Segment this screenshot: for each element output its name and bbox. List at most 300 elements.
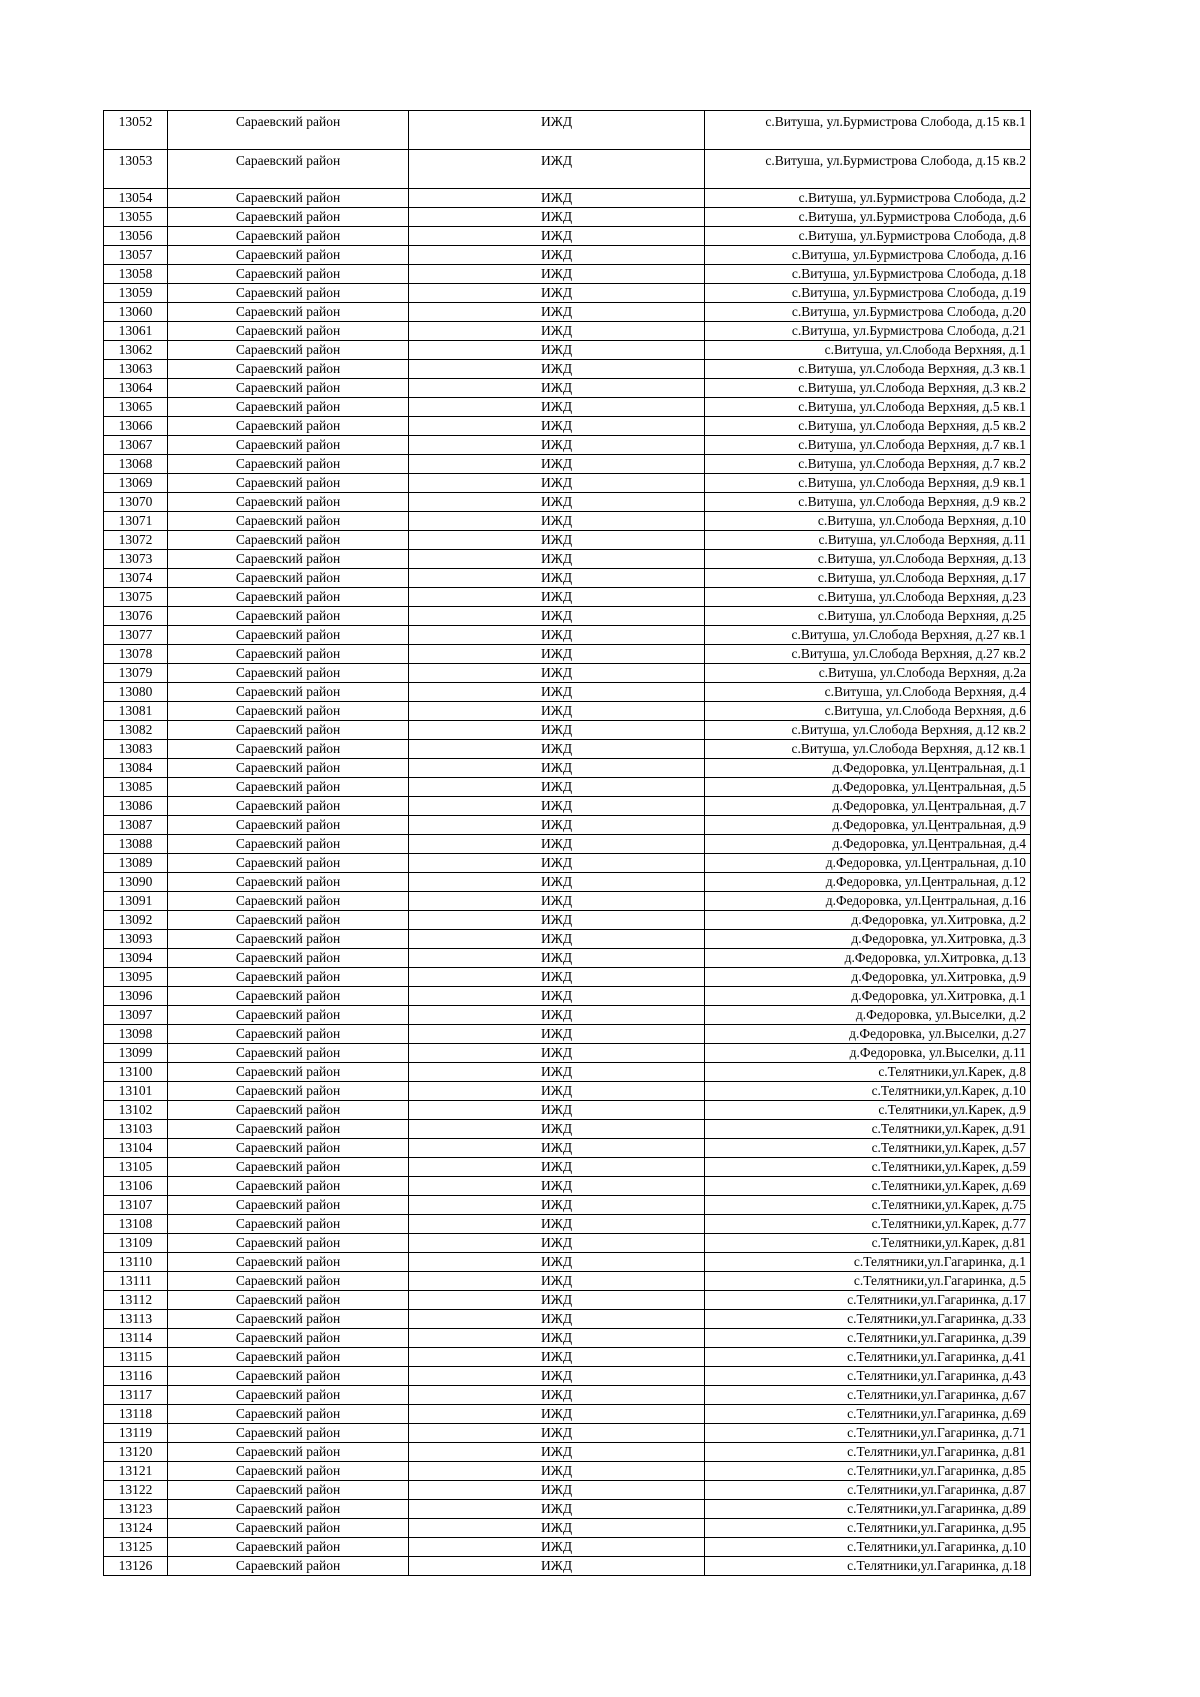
cell-district: Сараевский район — [168, 1253, 409, 1272]
table-row — [104, 1557, 1031, 1576]
cell-record-number: 13109 — [104, 1234, 168, 1253]
cell-district: Сараевский район — [168, 417, 409, 436]
cell-record-number: 13102 — [104, 1101, 168, 1120]
cell-district: Сараевский район — [168, 1177, 409, 1196]
cell-address: с.Телятники,ул.Карек, д.10 — [705, 1082, 1031, 1101]
table-row — [104, 702, 1031, 721]
cell-record-number: 13111 — [104, 1272, 168, 1291]
cell-object-type: ИЖД — [409, 208, 705, 227]
table-row — [104, 911, 1031, 930]
cell-object-type: ИЖД — [409, 1386, 705, 1405]
cell-district: Сараевский район — [168, 664, 409, 683]
cell-district: Сараевский район — [168, 645, 409, 664]
cell-object-type: ИЖД — [409, 740, 705, 759]
cell-district: Сараевский район — [168, 531, 409, 550]
cell-district: Сараевский район — [168, 1481, 409, 1500]
cell-object-type: ИЖД — [409, 1519, 705, 1538]
cell-district: Сараевский район — [168, 1063, 409, 1082]
cell-record-number: 13083 — [104, 740, 168, 759]
cell-object-type: ИЖД — [409, 360, 705, 379]
cell-record-number: 13077 — [104, 626, 168, 645]
table-row — [104, 284, 1031, 303]
cell-object-type: ИЖД — [409, 341, 705, 360]
table-row — [104, 398, 1031, 417]
cell-record-number: 13125 — [104, 1538, 168, 1557]
cell-record-number: 13087 — [104, 816, 168, 835]
cell-record-number: 13069 — [104, 474, 168, 493]
cell-district: Сараевский район — [168, 1158, 409, 1177]
cell-object-type: ИЖД — [409, 322, 705, 341]
cell-object-type: ИЖД — [409, 303, 705, 322]
table-row — [104, 569, 1031, 588]
cell-object-type: ИЖД — [409, 1405, 705, 1424]
cell-address: с.Витуша, ул.Слобода Верхняя, д.12 кв.2 — [705, 721, 1031, 740]
cell-object-type: ИЖД — [409, 1139, 705, 1158]
cell-district: Сараевский район — [168, 111, 409, 150]
cell-address: с.Витуша, ул.Слобода Верхняя, д.10 — [705, 512, 1031, 531]
cell-district: Сараевский район — [168, 436, 409, 455]
cell-object-type: ИЖД — [409, 111, 705, 150]
cell-district: Сараевский район — [168, 474, 409, 493]
cell-record-number: 13058 — [104, 265, 168, 284]
cell-district: Сараевский район — [168, 626, 409, 645]
cell-record-number: 13098 — [104, 1025, 168, 1044]
cell-address: с.Телятники,ул.Карек, д.69 — [705, 1177, 1031, 1196]
cell-address: с.Телятники,ул.Гагаринка, д.71 — [705, 1424, 1031, 1443]
cell-object-type: ИЖД — [409, 1310, 705, 1329]
cell-object-type: ИЖД — [409, 150, 705, 189]
table-row — [104, 1367, 1031, 1386]
table-row — [104, 493, 1031, 512]
table-row — [104, 1006, 1031, 1025]
cell-object-type: ИЖД — [409, 1215, 705, 1234]
cell-record-number: 13117 — [104, 1386, 168, 1405]
cell-district: Сараевский район — [168, 702, 409, 721]
cell-record-number: 13064 — [104, 379, 168, 398]
cell-object-type: ИЖД — [409, 379, 705, 398]
cell-address: с.Телятники,ул.Гагаринка, д.41 — [705, 1348, 1031, 1367]
cell-record-number: 13091 — [104, 892, 168, 911]
cell-address: с.Телятники,ул.Гагаринка, д.10 — [705, 1538, 1031, 1557]
table-row — [104, 930, 1031, 949]
cell-record-number: 13081 — [104, 702, 168, 721]
cell-record-number: 13106 — [104, 1177, 168, 1196]
cell-object-type: ИЖД — [409, 455, 705, 474]
cell-district: Сараевский район — [168, 1538, 409, 1557]
cell-record-number: 13095 — [104, 968, 168, 987]
cell-record-number: 13113 — [104, 1310, 168, 1329]
cell-record-number: 13122 — [104, 1481, 168, 1500]
cell-district: Сараевский район — [168, 265, 409, 284]
cell-record-number: 13062 — [104, 341, 168, 360]
cell-address: с.Витуша, ул.Слобода Верхняя, д.4 — [705, 683, 1031, 702]
table-row — [104, 474, 1031, 493]
table-row — [104, 645, 1031, 664]
cell-object-type: ИЖД — [409, 1424, 705, 1443]
cell-district: Сараевский район — [168, 550, 409, 569]
cell-address: с.Телятники,ул.Гагаринка, д.5 — [705, 1272, 1031, 1291]
table-row — [104, 816, 1031, 835]
table-row — [104, 1272, 1031, 1291]
cell-record-number: 13054 — [104, 189, 168, 208]
table-row — [104, 1082, 1031, 1101]
cell-record-number: 13123 — [104, 1500, 168, 1519]
cell-district: Сараевский район — [168, 1367, 409, 1386]
table-row — [104, 1291, 1031, 1310]
cell-object-type: ИЖД — [409, 398, 705, 417]
cell-object-type: ИЖД — [409, 664, 705, 683]
cell-record-number: 13089 — [104, 854, 168, 873]
cell-record-number: 13094 — [104, 949, 168, 968]
cell-district: Сараевский район — [168, 1196, 409, 1215]
cell-object-type: ИЖД — [409, 1367, 705, 1386]
cell-record-number: 13078 — [104, 645, 168, 664]
cell-object-type: ИЖД — [409, 550, 705, 569]
cell-record-number: 13085 — [104, 778, 168, 797]
cell-district: Сараевский район — [168, 1329, 409, 1348]
cell-address: с.Телятники,ул.Гагаринка, д.89 — [705, 1500, 1031, 1519]
cell-address: с.Витуша, ул.Слобода Верхняя, д.6 — [705, 702, 1031, 721]
cell-district: Сараевский район — [168, 322, 409, 341]
cell-record-number: 13124 — [104, 1519, 168, 1538]
cell-district: Сараевский район — [168, 1386, 409, 1405]
cell-record-number: 13116 — [104, 1367, 168, 1386]
table-row — [104, 1139, 1031, 1158]
table-row — [104, 1310, 1031, 1329]
cell-address: с.Витуша, ул.Слобода Верхняя, д.12 кв.1 — [705, 740, 1031, 759]
cell-record-number: 13066 — [104, 417, 168, 436]
cell-object-type: ИЖД — [409, 1044, 705, 1063]
cell-record-number: 13092 — [104, 911, 168, 930]
cell-record-number: 13115 — [104, 1348, 168, 1367]
table-row — [104, 1215, 1031, 1234]
cell-district: Сараевский район — [168, 683, 409, 702]
cell-address: д.Федоровка, ул.Центральная, д.9 — [705, 816, 1031, 835]
cell-district: Сараевский район — [168, 1310, 409, 1329]
cell-object-type: ИЖД — [409, 1538, 705, 1557]
cell-district: Сараевский район — [168, 797, 409, 816]
cell-record-number: 13073 — [104, 550, 168, 569]
cell-object-type: ИЖД — [409, 1462, 705, 1481]
cell-object-type: ИЖД — [409, 512, 705, 531]
cell-record-number: 13090 — [104, 873, 168, 892]
table-row — [104, 1196, 1031, 1215]
cell-district: Сараевский район — [168, 1443, 409, 1462]
cell-object-type: ИЖД — [409, 531, 705, 550]
cell-record-number: 13072 — [104, 531, 168, 550]
cell-object-type: ИЖД — [409, 1481, 705, 1500]
table-row — [104, 512, 1031, 531]
cell-address: д.Федоровка, ул.Хитровка, д.2 — [705, 911, 1031, 930]
cell-district: Сараевский район — [168, 1139, 409, 1158]
cell-record-number: 13068 — [104, 455, 168, 474]
table-row — [104, 189, 1031, 208]
cell-record-number: 13101 — [104, 1082, 168, 1101]
table-row — [104, 436, 1031, 455]
cell-object-type: ИЖД — [409, 1291, 705, 1310]
cell-district: Сараевский район — [168, 360, 409, 379]
cell-district: Сараевский район — [168, 1234, 409, 1253]
cell-district: Сараевский район — [168, 1082, 409, 1101]
cell-record-number: 13056 — [104, 227, 168, 246]
cell-address: с.Витуша, ул.Слобода Верхняя, д.7 кв.1 — [705, 436, 1031, 455]
cell-address: д.Федоровка, ул.Выселки, д.2 — [705, 1006, 1031, 1025]
cell-district: Сараевский район — [168, 1348, 409, 1367]
cell-address: с.Витуша, ул.Слобода Верхняя, д.27 кв.1 — [705, 626, 1031, 645]
table-row — [104, 835, 1031, 854]
cell-address: д.Федоровка, ул.Хитровка, д.13 — [705, 949, 1031, 968]
table-row — [104, 1538, 1031, 1557]
cell-object-type: ИЖД — [409, 474, 705, 493]
cell-district: Сараевский район — [168, 588, 409, 607]
table-row — [104, 1234, 1031, 1253]
cell-object-type: ИЖД — [409, 1500, 705, 1519]
cell-district: Сараевский район — [168, 189, 409, 208]
cell-address: д.Федоровка, ул.Хитровка, д.1 — [705, 987, 1031, 1006]
cell-district: Сараевский район — [168, 398, 409, 417]
cell-object-type: ИЖД — [409, 493, 705, 512]
cell-address: с.Витуша, ул.Бурмистрова Слобода, д.2 — [705, 189, 1031, 208]
cell-object-type: ИЖД — [409, 930, 705, 949]
table-row — [104, 1519, 1031, 1538]
cell-object-type: ИЖД — [409, 949, 705, 968]
cell-record-number: 13070 — [104, 493, 168, 512]
cell-object-type: ИЖД — [409, 1557, 705, 1576]
cell-address: с.Витуша, ул.Слобода Верхняя, д.11 — [705, 531, 1031, 550]
cell-address: с.Витуша, ул.Слобода Верхняя, д.23 — [705, 588, 1031, 607]
table-row — [104, 417, 1031, 436]
table-row — [104, 1500, 1031, 1519]
cell-object-type: ИЖД — [409, 702, 705, 721]
cell-object-type: ИЖД — [409, 1253, 705, 1272]
cell-object-type: ИЖД — [409, 778, 705, 797]
cell-district: Сараевский район — [168, 493, 409, 512]
cell-record-number: 13126 — [104, 1557, 168, 1576]
table-row — [104, 227, 1031, 246]
cell-record-number: 13075 — [104, 588, 168, 607]
cell-object-type: ИЖД — [409, 1196, 705, 1215]
cell-district: Сараевский район — [168, 607, 409, 626]
cell-object-type: ИЖД — [409, 607, 705, 626]
cell-object-type: ИЖД — [409, 1234, 705, 1253]
cell-address: с.Телятники,ул.Гагаринка, д.43 — [705, 1367, 1031, 1386]
cell-district: Сараевский район — [168, 1006, 409, 1025]
cell-record-number: 13118 — [104, 1405, 168, 1424]
cell-object-type: ИЖД — [409, 1329, 705, 1348]
table-row — [104, 1158, 1031, 1177]
cell-address: с.Витуша, ул.Бурмистрова Слобода, д.8 — [705, 227, 1031, 246]
cell-record-number: 13061 — [104, 322, 168, 341]
cell-record-number: 13052 — [104, 111, 168, 150]
cell-district: Сараевский район — [168, 1291, 409, 1310]
table-row — [104, 1044, 1031, 1063]
cell-district: Сараевский район — [168, 892, 409, 911]
table-row — [104, 1462, 1031, 1481]
cell-object-type: ИЖД — [409, 721, 705, 740]
cell-object-type: ИЖД — [409, 1177, 705, 1196]
table-row — [104, 873, 1031, 892]
cell-district: Сараевский район — [168, 1044, 409, 1063]
cell-record-number: 13063 — [104, 360, 168, 379]
cell-address: с.Телятники,ул.Гагаринка, д.17 — [705, 1291, 1031, 1310]
table-row — [104, 664, 1031, 683]
table-row — [104, 455, 1031, 474]
cell-record-number: 13082 — [104, 721, 168, 740]
cell-district: Сараевский район — [168, 1101, 409, 1120]
cell-address: с.Витуша, ул.Слобода Верхняя, д.9 кв.1 — [705, 474, 1031, 493]
cell-object-type: ИЖД — [409, 588, 705, 607]
table-row — [104, 797, 1031, 816]
cell-record-number: 13121 — [104, 1462, 168, 1481]
cell-record-number: 13088 — [104, 835, 168, 854]
table-row — [104, 550, 1031, 569]
cell-address: с.Витуша, ул.Слобода Верхняя, д.3 кв.1 — [705, 360, 1031, 379]
cell-district: Сараевский район — [168, 379, 409, 398]
table-row — [104, 208, 1031, 227]
cell-district: Сараевский район — [168, 1462, 409, 1481]
cell-object-type: ИЖД — [409, 569, 705, 588]
document-page — [103, 110, 1030, 1576]
cell-object-type: ИЖД — [409, 417, 705, 436]
cell-object-type: ИЖД — [409, 626, 705, 645]
table-row — [104, 1120, 1031, 1139]
cell-address: с.Витуша, ул.Бурмистрова Слобода, д.20 — [705, 303, 1031, 322]
cell-district: Сараевский район — [168, 854, 409, 873]
cell-district: Сараевский район — [168, 150, 409, 189]
cell-address: с.Телятники,ул.Гагаринка, д.69 — [705, 1405, 1031, 1424]
registry-table-body — [104, 111, 1031, 1576]
cell-record-number: 13103 — [104, 1120, 168, 1139]
table-row — [104, 1386, 1031, 1405]
cell-address: с.Витуша, ул.Слобода Верхняя, д.1 — [705, 341, 1031, 360]
cell-address: с.Витуша, ул.Слобода Верхняя, д.13 — [705, 550, 1031, 569]
table-row — [104, 854, 1031, 873]
cell-object-type: ИЖД — [409, 436, 705, 455]
cell-address: с.Телятники,ул.Карек, д.59 — [705, 1158, 1031, 1177]
cell-record-number: 13065 — [104, 398, 168, 417]
table-row — [104, 759, 1031, 778]
table-row — [104, 892, 1031, 911]
cell-address: д.Федоровка, ул.Хитровка, д.3 — [705, 930, 1031, 949]
cell-district: Сараевский район — [168, 284, 409, 303]
cell-record-number: 13053 — [104, 150, 168, 189]
cell-district: Сараевский район — [168, 455, 409, 474]
cell-address: д.Федоровка, ул.Центральная, д.12 — [705, 873, 1031, 892]
cell-district: Сараевский район — [168, 512, 409, 531]
cell-district: Сараевский район — [168, 987, 409, 1006]
table-row — [104, 683, 1031, 702]
cell-address: с.Витуша, ул.Слобода Верхняя, д.5 кв.1 — [705, 398, 1031, 417]
cell-object-type: ИЖД — [409, 227, 705, 246]
cell-record-number: 13096 — [104, 987, 168, 1006]
cell-address: д.Федоровка, ул.Центральная, д.1 — [705, 759, 1031, 778]
table-row — [104, 740, 1031, 759]
cell-address: с.Витуша, ул.Слобода Верхняя, д.17 — [705, 569, 1031, 588]
cell-address: с.Витуша, ул.Слобода Верхняя, д.9 кв.2 — [705, 493, 1031, 512]
cell-object-type: ИЖД — [409, 987, 705, 1006]
cell-record-number: 13093 — [104, 930, 168, 949]
cell-district: Сараевский район — [168, 341, 409, 360]
cell-address: с.Витуша, ул.Бурмистрова Слобода, д.15 кв.2 — [705, 150, 1031, 189]
cell-object-type: ИЖД — [409, 246, 705, 265]
cell-district: Сараевский район — [168, 1025, 409, 1044]
cell-address: с.Телятники,ул.Карек, д.57 — [705, 1139, 1031, 1158]
cell-record-number: 13055 — [104, 208, 168, 227]
table-row — [104, 1101, 1031, 1120]
cell-object-type: ИЖД — [409, 189, 705, 208]
cell-district: Сараевский район — [168, 873, 409, 892]
cell-address: с.Телятники,ул.Карек, д.75 — [705, 1196, 1031, 1215]
cell-object-type: ИЖД — [409, 1101, 705, 1120]
cell-address: с.Витуша, ул.Слобода Верхняя, д.2а — [705, 664, 1031, 683]
cell-record-number: 13059 — [104, 284, 168, 303]
cell-address: д.Федоровка, ул.Центральная, д.4 — [705, 835, 1031, 854]
cell-record-number: 13100 — [104, 1063, 168, 1082]
cell-district: Сараевский район — [168, 911, 409, 930]
table-row — [104, 968, 1031, 987]
cell-address: с.Телятники,ул.Гагаринка, д.67 — [705, 1386, 1031, 1405]
cell-address: д.Федоровка, ул.Центральная, д.16 — [705, 892, 1031, 911]
table-row — [104, 1177, 1031, 1196]
cell-address: с.Витуша, ул.Бурмистрова Слобода, д.6 — [705, 208, 1031, 227]
cell-object-type: ИЖД — [409, 854, 705, 873]
table-row — [104, 341, 1031, 360]
cell-object-type: ИЖД — [409, 835, 705, 854]
cell-address: с.Телятники,ул.Карек, д.91 — [705, 1120, 1031, 1139]
cell-record-number: 13097 — [104, 1006, 168, 1025]
table-row — [104, 1329, 1031, 1348]
cell-record-number: 13119 — [104, 1424, 168, 1443]
cell-object-type: ИЖД — [409, 1348, 705, 1367]
cell-address: д.Федоровка, ул.Выселки, д.27 — [705, 1025, 1031, 1044]
cell-address: с.Телятники,ул.Карек, д.77 — [705, 1215, 1031, 1234]
cell-record-number: 13076 — [104, 607, 168, 626]
cell-object-type: ИЖД — [409, 873, 705, 892]
table-row — [104, 379, 1031, 398]
cell-record-number: 13084 — [104, 759, 168, 778]
cell-record-number: 13071 — [104, 512, 168, 531]
cell-district: Сараевский район — [168, 759, 409, 778]
table-row — [104, 626, 1031, 645]
table-row — [104, 588, 1031, 607]
table-row — [104, 111, 1031, 150]
cell-object-type: ИЖД — [409, 1443, 705, 1462]
cell-address: с.Витуша, ул.Слобода Верхняя, д.25 — [705, 607, 1031, 626]
cell-object-type: ИЖД — [409, 1272, 705, 1291]
cell-record-number: 13110 — [104, 1253, 168, 1272]
cell-address: с.Витуша, ул.Бурмистрова Слобода, д.21 — [705, 322, 1031, 341]
table-row — [104, 150, 1031, 189]
cell-district: Сараевский район — [168, 1519, 409, 1538]
cell-record-number: 13112 — [104, 1291, 168, 1310]
cell-address: д.Федоровка, ул.Центральная, д.10 — [705, 854, 1031, 873]
cell-address: с.Телятники,ул.Карек, д.81 — [705, 1234, 1031, 1253]
cell-district: Сараевский район — [168, 949, 409, 968]
table-row — [104, 1348, 1031, 1367]
table-row — [104, 265, 1031, 284]
cell-address: с.Витуша, ул.Слобода Верхняя, д.3 кв.2 — [705, 379, 1031, 398]
cell-object-type: ИЖД — [409, 284, 705, 303]
table-row — [104, 987, 1031, 1006]
cell-address: с.Телятники,ул.Гагаринка, д.33 — [705, 1310, 1031, 1329]
cell-district: Сараевский район — [168, 1500, 409, 1519]
cell-address: с.Телятники,ул.Гагаринка, д.39 — [705, 1329, 1031, 1348]
cell-district: Сараевский район — [168, 208, 409, 227]
cell-address: с.Телятники,ул.Карек, д.8 — [705, 1063, 1031, 1082]
table-row — [104, 1481, 1031, 1500]
cell-object-type: ИЖД — [409, 1120, 705, 1139]
cell-object-type: ИЖД — [409, 1006, 705, 1025]
